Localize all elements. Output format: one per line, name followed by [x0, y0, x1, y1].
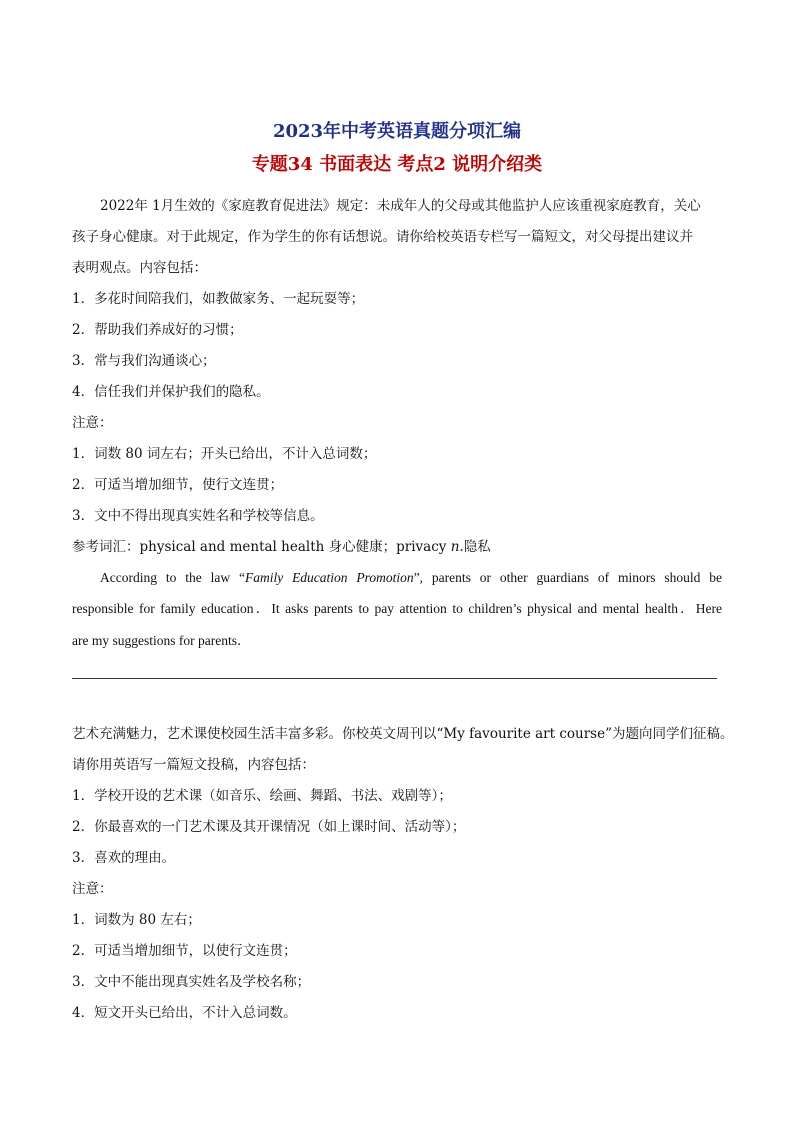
vocab-meaning: 隐私 — [463, 539, 491, 555]
vocab-text: 参考词汇：physical and mental health 身心健康；privacy — [72, 539, 451, 555]
task2-intro-line: 艺术充满魅力，艺术课使校园生活丰富多彩。你校英文周刊以“My favourite art course”为题向同学们征稿。 — [72, 726, 734, 742]
vocab-pos: n. — [450, 539, 464, 555]
task2-notice: 3．文中不能出现真实姓名及学校名称； — [72, 974, 311, 990]
task1-notice: 1．词数 80 词左右；开头已给出，不计入总词数； — [72, 446, 377, 462]
task2-intro-line: 请你用英语写一篇短文投稿，内容包括： — [72, 757, 315, 773]
task1-intro-line: 孩子身心健康。对于此规定，作为学生的你有话想说。请你给校英语专栏写一篇短文，对父母提出建议并 — [72, 229, 693, 245]
task2-notice: 1．词数为 80 左右； — [72, 912, 201, 928]
task1-notice: 3．文中不得出现真实姓名和学校等信息。 — [72, 508, 324, 524]
task2-notice: 2．可适当增加细节，以使行文连贯； — [72, 943, 297, 959]
essay-opening-line: responsible for family education．It asks parents to pay attention to children’s physical and mental health．Here — [72, 601, 722, 616]
essay-text: According to the law “ — [100, 570, 245, 585]
essay-text: ”, parents or other guardians of minors should be — [413, 570, 722, 585]
document-subtitle: 专题34 书面表达 考点2 说明介绍类 — [251, 154, 543, 175]
essay-opening-line — [100, 568, 722, 588]
task1-item: 3．常与我们沟通谈心； — [72, 353, 216, 369]
task2-notice: 4．短文开头已给出，不计入总词数。 — [72, 1005, 297, 1021]
task2-item: 2．你最喜欢的一门艺术课及其开课情况（如上课时间、活动等）； — [72, 819, 466, 835]
task2-item: 3．喜欢的理由。 — [72, 850, 176, 866]
task1-intro-line: 表明观点。内容包括： — [72, 260, 207, 276]
task1-intro-line: 2022年 1月生效的《家庭教育促进法》规定：未成年人的父母或其他监护人应该重视家庭教育，关心 — [100, 198, 701, 214]
law-name: Family Education Promotion — [244, 570, 414, 585]
document-title: 2023年中考英语真题分项汇编 — [272, 121, 522, 142]
divider-line — [72, 678, 717, 679]
task1-vocabulary — [72, 537, 732, 557]
task1-notice-label: 注意： — [72, 415, 113, 431]
task1-item: 4．信任我们并保护我们的隐私。 — [72, 384, 270, 400]
task2-notice-label: 注意： — [72, 881, 113, 897]
essay-opening-line: are my suggestions for parents． — [72, 633, 251, 648]
task1-item: 1．多花时间陪我们，如教做家务、一起玩耍等； — [72, 291, 365, 307]
task2-item: 1．学校开设的艺术课（如音乐、绘画、舞蹈、书法、戏剧等）； — [72, 788, 452, 804]
task1-item: 2．帮助我们养成好的习惯； — [72, 322, 243, 338]
task1-notice: 2．可适当增加细节，使行文连贯； — [72, 477, 284, 493]
